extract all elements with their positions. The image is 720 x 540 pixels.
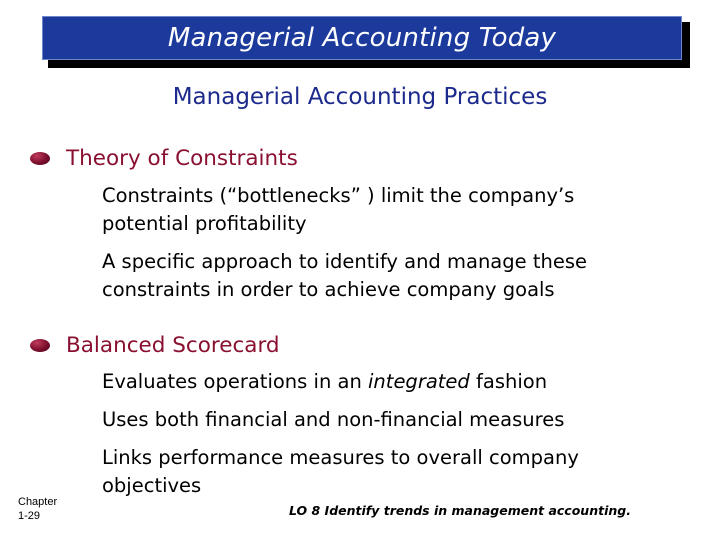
bullet-theory-of-constraints: [30, 146, 298, 171]
bullet-icon: [30, 339, 50, 352]
learning-objective: LO 8 Identify trends in management accounting.: [289, 503, 631, 518]
sub-point: [102, 182, 574, 238]
sub-point-text: Evaluates operations in an: [102, 370, 369, 393]
sub-point-line: constraints in order to achieve company goals: [102, 278, 555, 301]
bullet-heading: Theory of Constraints: [66, 146, 298, 171]
sub-point-emphasis: integrated: [368, 370, 470, 393]
sub-point-line: objectives: [102, 474, 202, 497]
chapter-label: [18, 495, 57, 523]
bullet-icon: [30, 152, 50, 165]
sub-point-line: potential profitability: [102, 212, 307, 235]
sub-point-line: Constraints (“bottlenecks” ) limit the company’s: [102, 184, 575, 207]
slide-title: Managerial Accounting Today: [167, 23, 557, 53]
sub-point: [102, 368, 547, 396]
sub-point-line: Links performance measures to overall company: [102, 446, 579, 469]
sub-point: [102, 444, 579, 500]
page-number: 1-29: [18, 510, 41, 522]
sub-point-line: A specific approach to identify and manage these: [102, 250, 587, 273]
title-bar: [42, 16, 682, 60]
slide-subtitle: Managerial Accounting Practices: [172, 84, 548, 110]
sub-point-line: Uses both financial and non-financial measures: [102, 408, 565, 431]
bullet-balanced-scorecard: [30, 333, 280, 358]
sub-point: [102, 248, 587, 304]
chapter-text: Chapter: [18, 496, 58, 508]
bullet-heading: Balanced Scorecard: [66, 333, 280, 358]
sub-point-text: fashion: [469, 370, 548, 393]
sub-point: [102, 406, 564, 434]
